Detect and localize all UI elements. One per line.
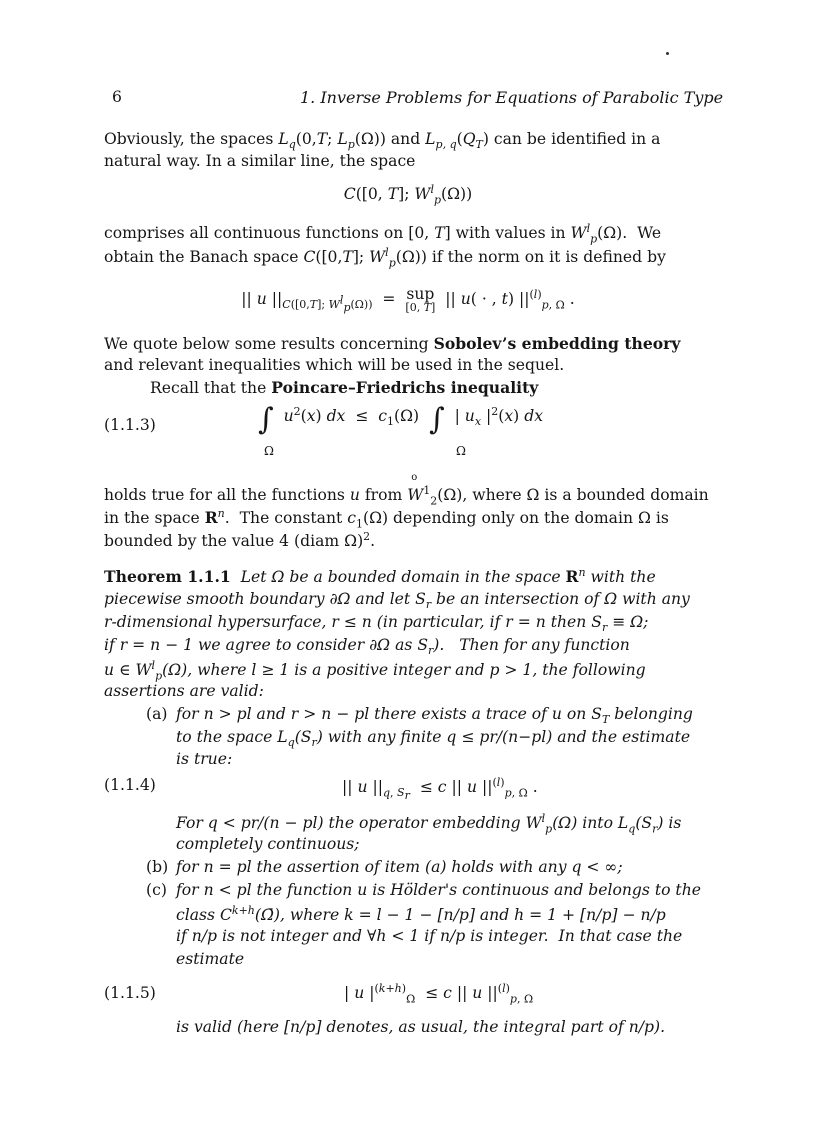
theorem-line: completely continuous; [176,835,360,853]
page-number: 6 [112,88,122,106]
theorem-line: for n > pl and r > n − pl there exists a trace of u on $S_T$ belonging [176,705,693,727]
text-line: We quote below some results concerning Sobolev’s embedding theory [104,334,681,353]
equation-number: (1.1.5) [104,984,156,1002]
text-line: natural way. In a similar line, the space [104,152,416,170]
theorem-line: to the space $L_q(S_r)$ with any finite q ≤ pr/(n−pl) and the estimate [176,728,691,750]
theorem-line: For q < pr/(n − pl) the operator embedding $W^l_p(\Omega)$ into $L_q(S_r)$ is [176,812,682,836]
theorem-line: r-dimensional hypersurface, r ≤ n (in particular, if r = n then $S_r \equiv \Omega$; [104,613,649,635]
text-line: Obviously, the spaces $L_q(0,T$; $L_p(\Omega)$) and $L_{p, q}(Q_T)$ can be identified in a [104,130,661,152]
display-formula: ∫ $u^2(x)$ dx ≤ $c_1(\Omega)$ ∫ | $u_x$ $|^2(x)$ dx [258,402,543,437]
display-formula: || u $||_{q, S_r} \le c$ || u $||^{(l)}_{p, \Omega}$ . [342,776,538,803]
text-line: in the space $R^n$. The constant $c_1(\Omega)$ depending only on the domain Ω is [104,507,669,531]
text-line: bounded by the value 4 (diam Ω)$^2$. [104,530,376,551]
theorem-line: for n < pl the function u is Hölder's continuous and belongs to the [176,881,701,899]
theorem-line: u ∈ $W^l_p(\Omega)$, where l ≥ 1 is a positive integer and p > 1, the following [104,659,646,683]
scan-speck [666,52,669,55]
display-formula: | u $|^{(k+h)}_\Omega \le c$ || u $||^{(l)}_{p, \Omega}$ [344,982,534,1006]
theorem-line: assertions are valid: [104,682,264,700]
text-line: and relevant inequalities which will be used in the sequel. [104,356,565,374]
equation-number: (1.1.3) [104,416,156,434]
text-line: Recall that the Poincare–Friedrichs inequality [150,378,539,397]
theorem-line: class $C^{k+h}(\Omegā)$, where k = l − 1 − [n/p] and h = 1 + [n/p] − n/p [176,904,666,925]
display-formula: C([0, T]; $W^l_p(\Omega)$) [343,183,473,207]
text-line: holds true for all the functions u from W o $^1_2$(Ω), where Ω is a bounded domain [104,472,709,508]
theorem-line: is true: [176,750,233,768]
theorem-line: if r = n − 1 we agree to consider ∂Ω as $S_r$). Then for any function [104,636,630,658]
integral-domain: Ω [456,444,466,458]
item-label: (c) [146,881,167,899]
display-formula: || u $||_{C([0,T]; W^l_p(\Omega))}$ = sup [0, T] || u( · , t) $||^{(l)}_{p, \Omega}$ . [241,285,575,315]
text-line: comprises all continuous functions on [0, T] with values in $W^l_p(\Omega)$. We [104,222,662,246]
theorem-line: piecewise smooth boundary ∂Ω and let $S_r$ be an intersection of Ω with any [104,590,690,612]
item-label: (b) [146,858,169,876]
theorem-line: Theorem 1.1.1 Let Ω be a bounded domain in the space $R^n$ with the [104,566,656,587]
item-label: (a) [146,705,168,723]
theorem-line: for n = pl the assertion of item (a) holds with any q < ∞; [176,858,623,876]
text-line: obtain the Banach space C([0,T]; $W^l_p(\Omega)$) if the norm on it is defined by [104,246,666,270]
equation-number: (1.1.4) [104,776,156,794]
theorem-line: estimate [176,950,245,968]
integral-domain: Ω [264,444,274,458]
theorem-line: if n/p is not integer and ∀h < 1 if n/p is integer. In that case the [176,927,683,945]
running-title: 1. Inverse Problems for Equations of Parabolic Type [300,88,724,107]
theorem-line: is valid (here [n/p] denotes, as usual, the integral part of n/p). [176,1018,666,1036]
